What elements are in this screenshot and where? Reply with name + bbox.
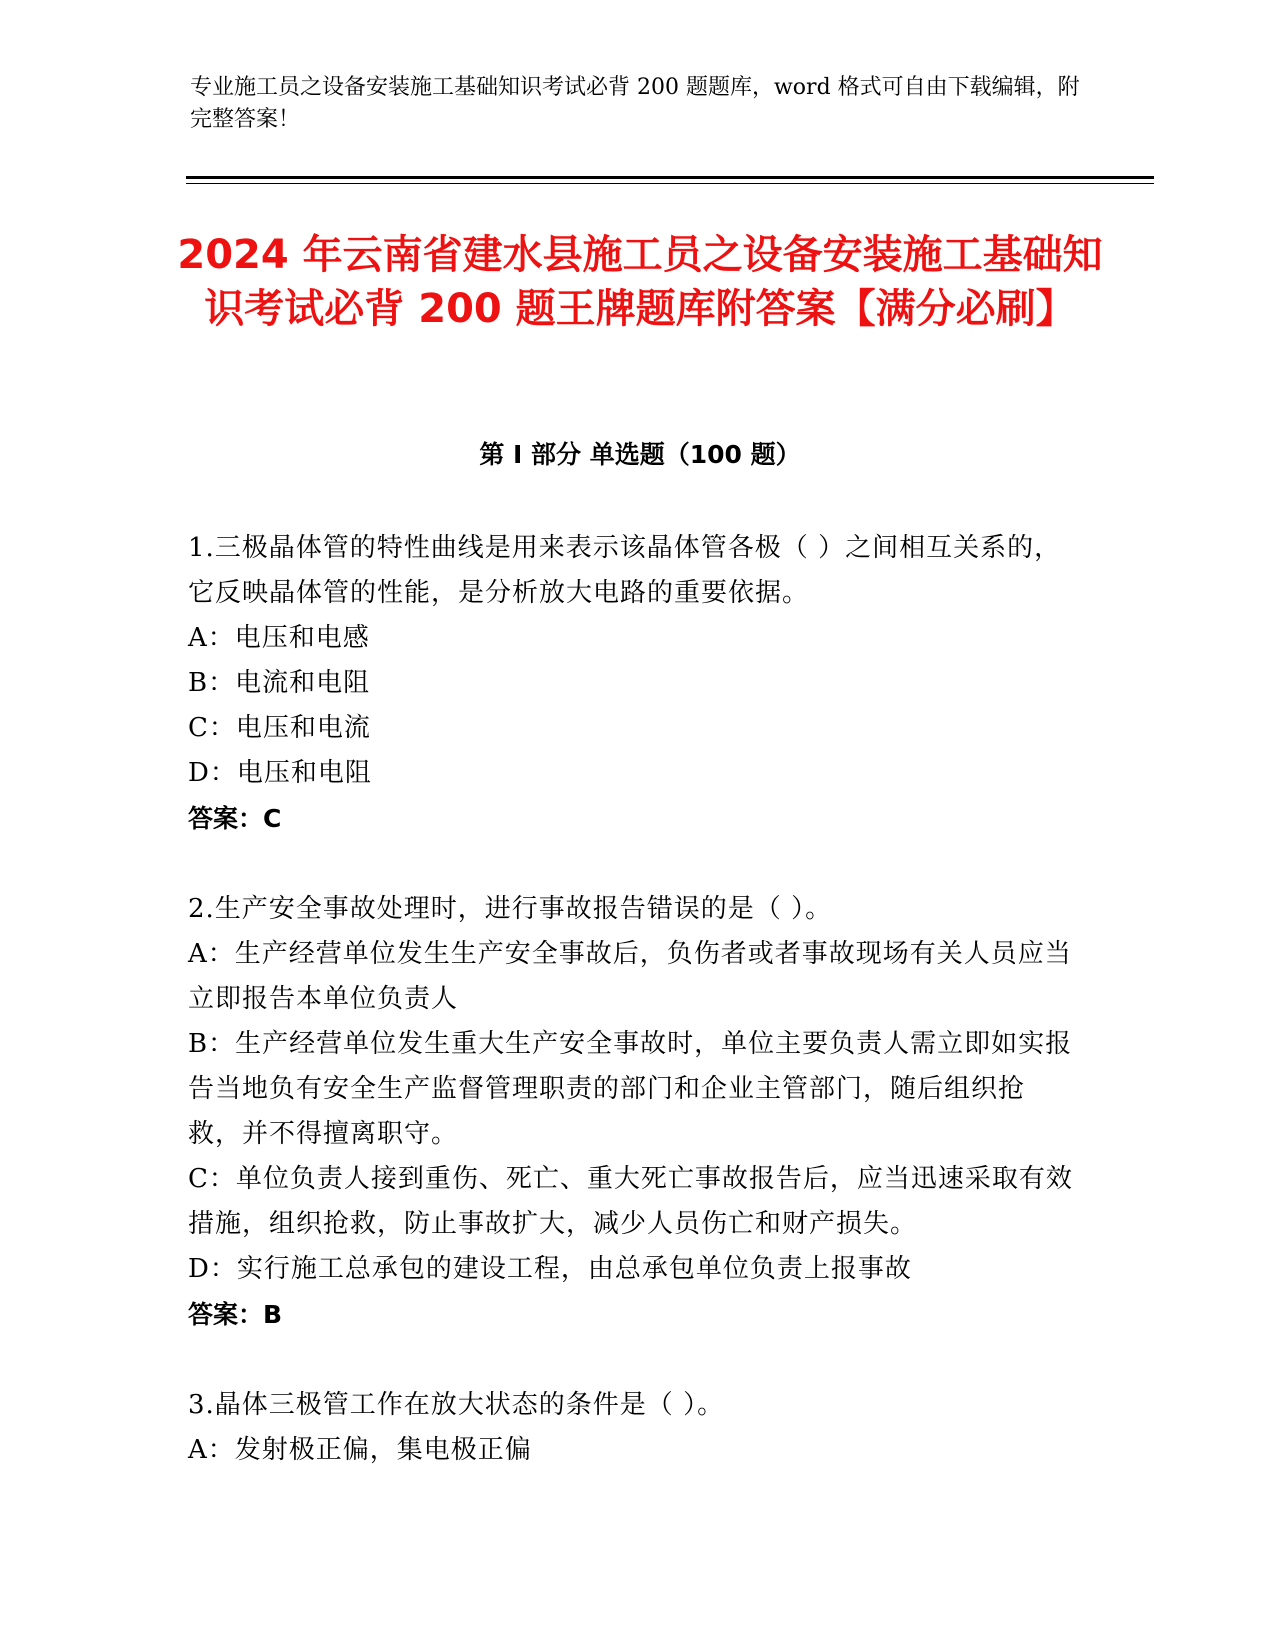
option-d: D：电压和电阻 [188, 758, 372, 788]
question-3 [188, 1383, 1078, 1473]
header-note: 专业施工员之设备安装施工基础知识考试必背 200 题题库，word 格式可自由下载编辑，附完整答案！ [190, 75, 1080, 132]
option-d: D：实行施工总承包的建设工程，由总承包单位负责上报事故 [188, 1254, 912, 1284]
option-c: C：单位负责人接到重伤、死亡、重大死亡事故报告后，应当迅速采取有效措施，组织抢救，防止事故扩大，减少人员伤亡和财产损失。 [188, 1164, 1073, 1239]
option-a: A：发射极正偏，集电极正偏 [188, 1435, 532, 1465]
question-2 [188, 887, 1078, 1337]
option-a: A：电压和电感 [188, 623, 370, 653]
question-stem: 2.生产安全事故处理时，进行事故报告错误的是（ ）。 [188, 894, 833, 924]
header-rule-thin [186, 183, 1154, 184]
option-b: B：电流和电阻 [188, 668, 371, 698]
header-rule-thick [186, 176, 1154, 179]
answer-label: 答案：B [188, 1300, 283, 1329]
option-b: B：生产经营单位发生重大生产安全事故时，单位主要负责人需立即如实报告当地负有安全生产监督管理职责的部门和企业主管部门，随后组织抢救，并不得擅离职守。 [188, 1029, 1073, 1149]
option-c: C：电压和电流 [188, 713, 371, 743]
section-title: 第 I 部分 单选题（100 题） [479, 440, 801, 469]
question-stem: 3.晶体三极管工作在放大状态的条件是（ ）。 [188, 1390, 725, 1420]
question-list [188, 526, 1078, 1519]
answer-label: 答案：C [188, 804, 282, 833]
question-stem: 1.三极晶体管的特性曲线是用来表示该晶体管各极（ ）之间相互关系的，它反映晶体管的性能，是分析放大电路的重要依据。 [188, 533, 1062, 608]
question-1 [188, 526, 1078, 841]
option-a: A：生产经营单位发生生产安全事故后，负伤者或者事故现场有关人员应当立即报告本单位负责人 [188, 939, 1072, 1014]
document-title: 2024 年云南省建水县施工员之设备安装施工基础知识考试必背 200 题王牌题库附答案【满分必刷】 [177, 232, 1103, 332]
